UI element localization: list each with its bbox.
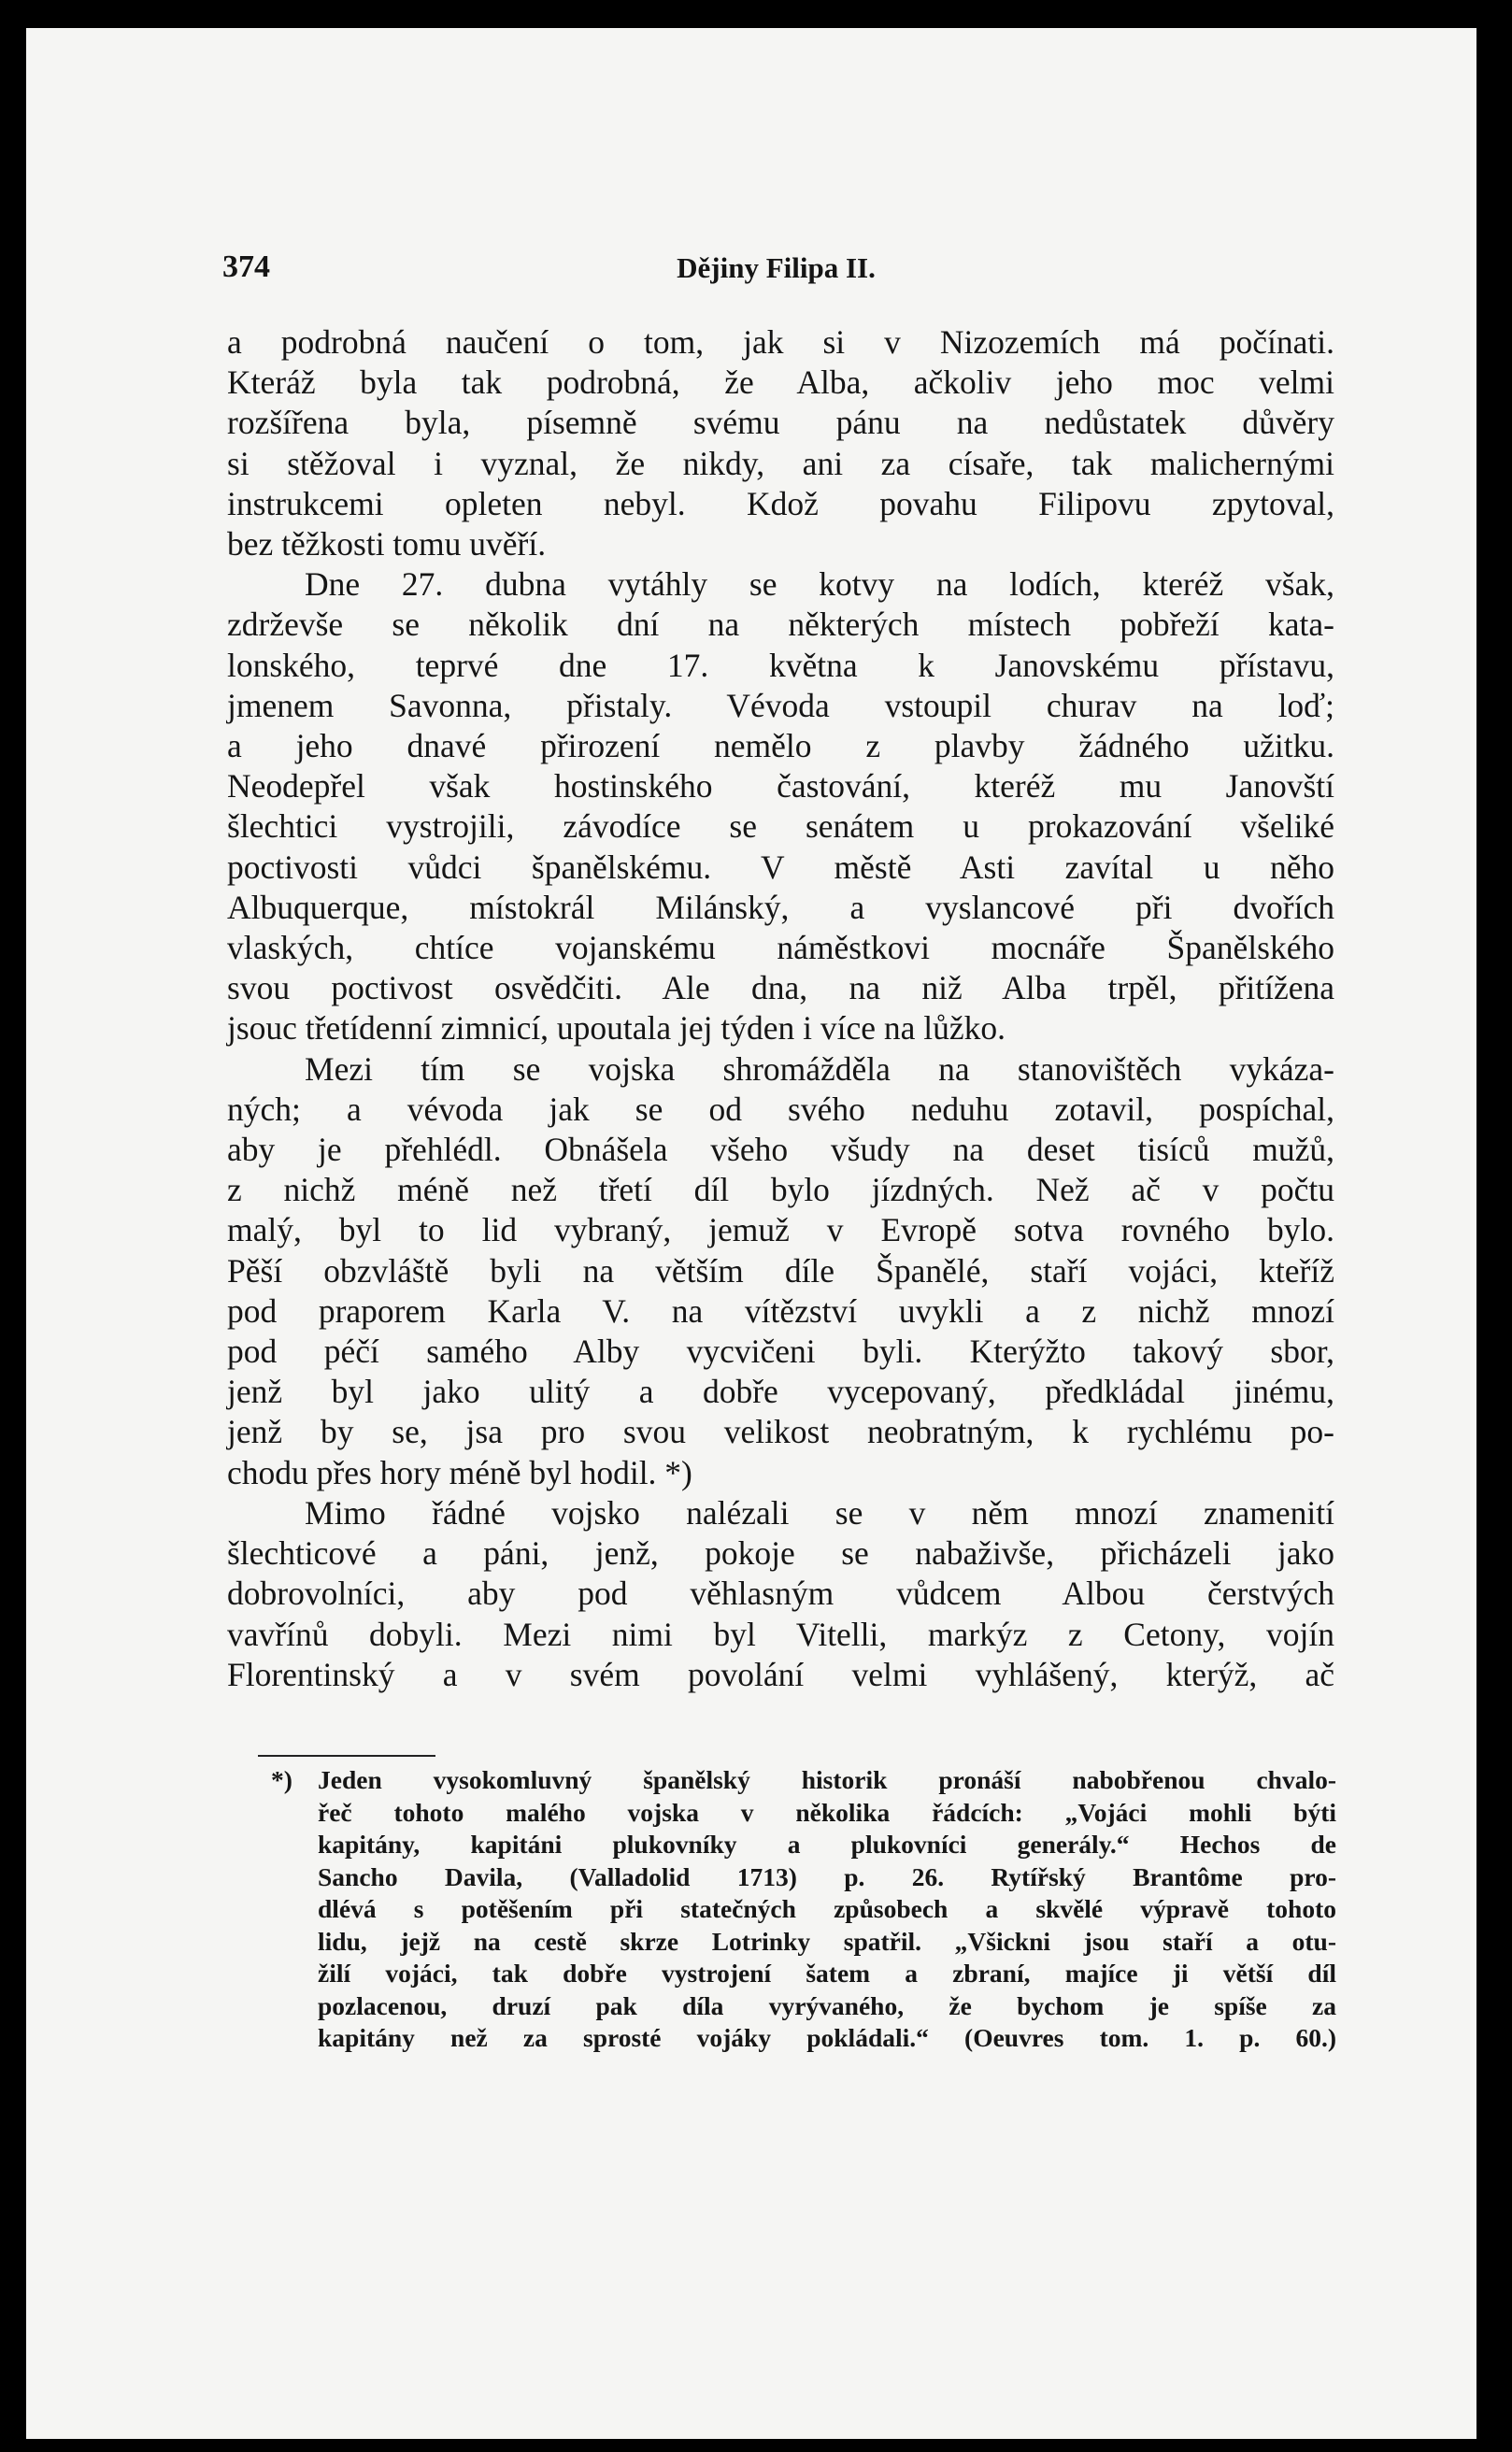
text-line: šlechtici vystrojili, závodíce se senátem u prokazování všeliké [227, 807, 1334, 846]
book-page [26, 28, 1476, 2439]
text-line: pod praporem Karla V. na vítězství uvykli a z nichž mnozí [227, 1291, 1334, 1330]
text-line: ných; a vévoda jak se od svého neduhu zotavil, pospíchal, [227, 1090, 1334, 1128]
footnote-line: dlévá s potěšením při statečných způsobech a skvělé výpravě tohoto [318, 1894, 1336, 1923]
text-line: aby je přehlédl. Obnášela všeho všudy na deset tisíců mužů, [227, 1131, 1334, 1169]
footnote-line: Jeden vysokomluvný španělský historik pronáší nabobřenou chvalo- [318, 1765, 1336, 1794]
text-line: Dne 27. dubna vytáhly se kotvy na lodích, kteréž však, [305, 565, 1334, 604]
text-line: Pěší obzvláště byli na větším díle Španělé, staří vojáci, kteříž [227, 1251, 1334, 1290]
footnote-line: pozlacenou, druzí pak díla vyrývaného, že bychom je spíše za [318, 1990, 1336, 2020]
text-line: instrukcemi opleten nebyl. Kdož povahu Filipovu zpytoval, [227, 484, 1334, 522]
page-header [222, 249, 1330, 296]
text-line: Mezi tím se vojska shromážděla na stanovištěch vykáza- [305, 1049, 1334, 1088]
footnote-divider [258, 1755, 435, 1757]
footnote-line: kapitány než za sprosté vojáky pokládali.“ (Oeuvres tom. 1. p. 60.) [318, 2023, 1336, 2052]
text-line: rozšířena byla, písemně svému pánu na nedůstatek důvěry [227, 404, 1334, 442]
text-line: Albuquerque, místokrál Milánský, a vyslancové při dvořích [227, 888, 1334, 926]
text-line: jenž by se, jsa pro svou velikost neobratným, k rychlému po- [227, 1413, 1334, 1451]
text-line: Kteráž byla tak podrobná, že Alba, ačkoliv jeho moc velmi [227, 364, 1334, 402]
text-line: vavřínů dobyli. Mezi nimi byl Vitelli, markýz z Cetony, vojín [227, 1615, 1334, 1653]
text-line: si stěžoval i vyznal, že nikdy, ani za císaře, tak malichernými [227, 444, 1334, 482]
footnote-mark: *) [271, 1765, 292, 1794]
footnote-line: žilí vojáci, tak dobře vystrojení šatem a zbraní, majíce ji větší díl [318, 1959, 1336, 1988]
running-title: Dějiny Filipa II. [677, 251, 876, 284]
text-line: a jeho dnavé přirození nemělo z plavby žádného užitku. [227, 727, 1334, 765]
footnote-line: řeč tohoto malého vojska v několika řádcích: „Vojáci mohli býti [318, 1797, 1336, 1827]
footnote-line: Sancho Davila, (Valladolid 1713) p. 26. Rytířský Brantôme pro- [318, 1861, 1336, 1891]
text-line: Florentinský a v svém povolání velmi vyhlášený, kterýž, ač [227, 1655, 1334, 1693]
text-line: jenž byl jako ulitý a dobře vycepovaný, předkládal jinému, [227, 1373, 1334, 1411]
paragraph [227, 564, 1334, 1048]
text-line: jmenem Savonna, přistaly. Vévoda vstoupil churav na loď; [227, 686, 1334, 724]
footnote-line: lidu, jejž na cestě skrze Lotrinky spatřil. „Všickni jsou staří a otu- [318, 1926, 1336, 1956]
footnote-line: kapitány, kapitáni plukovníky a plukovníci generály.“ Hechos de [318, 1830, 1336, 1859]
text-line: Neodepřel však hostinského častování, kteréž mu Janovští [227, 767, 1334, 805]
text-line: vlaských, chtíce vojanskému náměstkovi mocnáře Španělského [227, 929, 1334, 967]
text-line: Mimo řádné vojsko nalézali se v něm mnozí znamenití [305, 1493, 1334, 1532]
paragraph [227, 322, 1334, 564]
text-line: chodu přes hory méně byl hodil. *) [227, 1453, 692, 1491]
text-line: z nichž méně než třetí díl bylo jízdných. Než ač v počtu [227, 1171, 1334, 1209]
text-line: šlechticové a páni, jenž, pokoje se nabaživše, přicházeli jako [227, 1534, 1334, 1573]
text-line: zdrževše se několik dní na některých místech pobřeží kata- [227, 606, 1334, 644]
text-line: bez těžkosti tomu uvěří. [227, 525, 547, 563]
paragraph [227, 1049, 1334, 1493]
text-line: jsouc třetídenní zimnicí, upoutala jej týden i více na lůžko. [227, 1009, 1006, 1048]
footnote [271, 1764, 1336, 2055]
text-line: pod péčí samého Alby vycvičeni byli. Kterýžto takový sbor, [227, 1333, 1334, 1371]
paragraph [227, 1493, 1334, 1695]
main-text [227, 322, 1334, 1695]
text-line: dobrovolníci, aby pod věhlasným vůdcem Albou čerstvých [227, 1575, 1334, 1613]
page-number: 374 [222, 249, 270, 284]
text-line: svou poctivost osvědčiti. Ale dna, na niž Alba trpěl, přitížena [227, 969, 1334, 1007]
text-line: lonského, teprvé dne 17. května k Janovskému přístavu, [227, 646, 1334, 684]
text-line: a podrobná naučení o tom, jak si v Nizozemích má počínati. [227, 323, 1334, 361]
text-line: poctivosti vůdci španělskému. V městě Asti zavítal u něho [227, 848, 1334, 886]
text-line: malý, byl to lid vybraný, jemuž v Evropě sotva rovného bylo. [227, 1211, 1334, 1249]
